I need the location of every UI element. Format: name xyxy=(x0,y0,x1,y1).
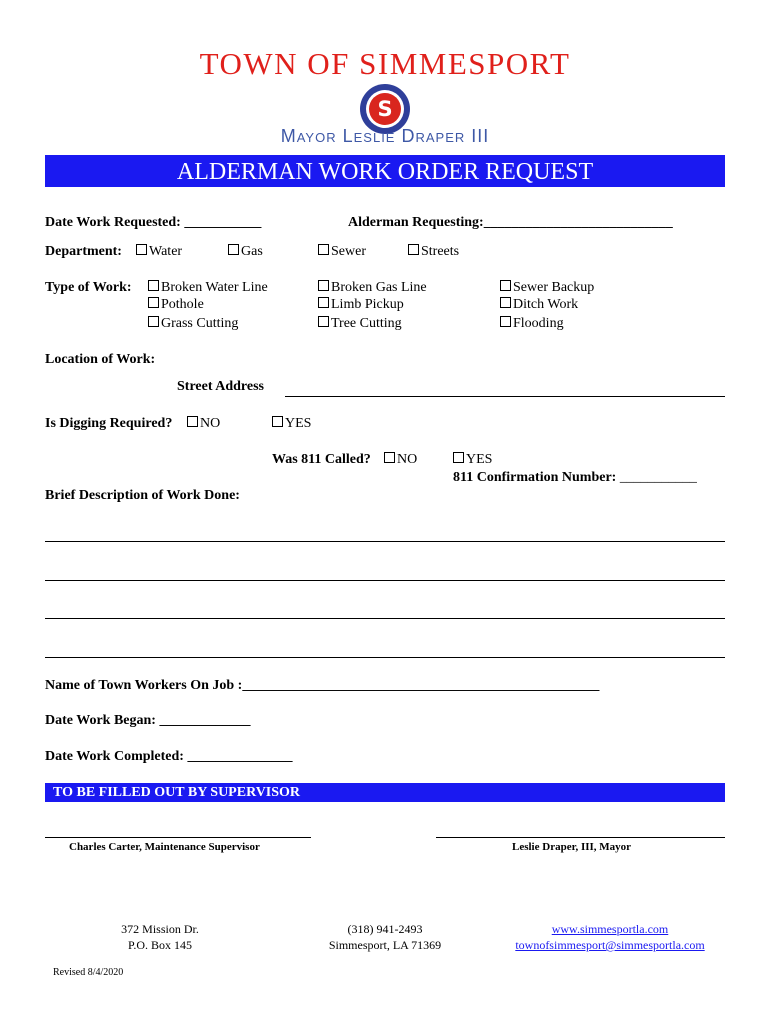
department-gas-checkbox[interactable]: Gas xyxy=(228,244,263,260)
supervisor-signature-line[interactable] xyxy=(45,837,311,838)
location-of-work-label: Location of Work: xyxy=(45,352,156,367)
department-streets-checkbox[interactable]: Streets xyxy=(408,244,459,260)
checkbox-icon xyxy=(318,244,329,255)
website-link[interactable]: www.simmesportla.com xyxy=(551,922,669,936)
mayor-signature-label: Leslie Draper, III, Mayor xyxy=(512,841,632,853)
workers-on-job-field[interactable]: ___________________________________________________ xyxy=(242,678,600,693)
checkbox-icon xyxy=(408,244,419,255)
was-811-called-label: Was 811 Called? xyxy=(272,452,371,467)
brief-description-label: Brief Description of Work Done: xyxy=(45,488,240,503)
called-811-yes-checkbox[interactable]: YES xyxy=(453,452,492,468)
date-completed-label: Date Work Completed: _______________ xyxy=(45,749,293,764)
checkbox-icon xyxy=(148,280,159,291)
footer-phone: (318) 941-2493 xyxy=(347,922,423,936)
checkbox-icon xyxy=(148,297,159,308)
checkbox-icon xyxy=(384,452,395,463)
checkbox-icon xyxy=(500,297,511,308)
digging-required-label: Is Digging Required? xyxy=(45,416,173,431)
mayor-line: Mayor Leslie Draper III xyxy=(280,126,490,146)
town-title: TOWN OF SIMMESPORT xyxy=(199,46,571,81)
date-completed-field[interactable]: _______________ xyxy=(187,749,293,764)
footer-address: 372 Mission Dr. P.O. Box 145 xyxy=(121,922,199,952)
checkbox-icon xyxy=(136,244,147,255)
date-began-field[interactable]: _____________ xyxy=(159,713,251,728)
alderman-requesting-field[interactable]: ___________________________ xyxy=(483,215,673,230)
date-requested-field[interactable]: ___________ xyxy=(184,215,262,230)
checkbox-icon xyxy=(453,452,464,463)
description-line-3[interactable] xyxy=(45,618,725,619)
email-link[interactable]: townofsimmesport@simmesportla.com xyxy=(515,938,705,952)
checkbox-icon xyxy=(148,316,159,327)
description-line-2[interactable] xyxy=(45,580,725,581)
confirmation-number-field[interactable]: ___________ xyxy=(619,470,697,485)
checkbox-icon xyxy=(228,244,239,255)
work-tree-cutting-checkbox[interactable]: Tree Cutting xyxy=(318,316,402,332)
department-sewer-checkbox[interactable]: Sewer xyxy=(318,244,366,260)
work-ditch-work-checkbox[interactable]: Ditch Work xyxy=(500,297,578,313)
checkbox-icon xyxy=(318,280,329,291)
form-title-banner: ALDERMAN WORK ORDER REQUEST xyxy=(45,155,725,187)
confirmation-number-label: 811 Confirmation Number: ___________ xyxy=(453,470,697,485)
work-grass-cutting-checkbox[interactable]: Grass Cutting xyxy=(148,316,238,332)
street-address-label: Street Address xyxy=(177,379,264,394)
svg-text:S: S xyxy=(377,97,393,121)
checkbox-icon xyxy=(272,416,283,427)
called-811-no-checkbox[interactable]: NO xyxy=(384,452,417,468)
description-line-4[interactable] xyxy=(45,657,725,658)
type-of-work-label: Type of Work: xyxy=(45,280,132,295)
date-began-label: Date Work Began: _____________ xyxy=(45,713,251,728)
mayor-signature-line[interactable] xyxy=(436,837,725,838)
digging-no-checkbox[interactable]: NO xyxy=(187,416,220,432)
street-address-field[interactable] xyxy=(285,396,725,397)
checkbox-icon xyxy=(187,416,198,427)
description-line-1[interactable] xyxy=(45,541,725,542)
work-broken-gas-line-checkbox[interactable]: Broken Gas Line xyxy=(318,280,427,296)
checkbox-icon xyxy=(500,316,511,327)
date-requested-label: Date Work Requested: ___________ xyxy=(45,215,262,230)
work-sewer-backup-checkbox[interactable]: Sewer Backup xyxy=(500,280,594,296)
alderman-requesting-label: Alderman Requesting:___________________________ xyxy=(348,215,673,230)
work-limb-pickup-checkbox[interactable]: Limb Pickup xyxy=(318,297,404,313)
digging-yes-checkbox[interactable]: YES xyxy=(272,416,311,432)
work-pothole-checkbox[interactable]: Pothole xyxy=(148,297,204,313)
supervisor-banner: TO BE FILLED OUT BY SUPERVISOR xyxy=(45,783,725,802)
work-broken-water-line-checkbox[interactable]: Broken Water Line xyxy=(148,280,268,296)
footer-city: Simmesport, LA 71369 xyxy=(328,938,442,952)
footer-contact xyxy=(305,921,465,953)
revised-date: Revised 8/4/2020 xyxy=(53,967,124,978)
workers-on-job-label: Name of Town Workers On Job :___________________________________________________ xyxy=(45,678,600,693)
checkbox-icon xyxy=(318,297,329,308)
footer-links xyxy=(500,921,720,953)
work-flooding-checkbox[interactable]: Flooding xyxy=(500,316,564,332)
checkbox-icon xyxy=(500,280,511,291)
department-water-checkbox[interactable]: Water xyxy=(136,244,182,260)
checkbox-icon xyxy=(318,316,329,327)
department-label: Department: xyxy=(45,244,122,259)
supervisor-signature-label: Charles Carter, Maintenance Supervisor xyxy=(69,841,260,853)
